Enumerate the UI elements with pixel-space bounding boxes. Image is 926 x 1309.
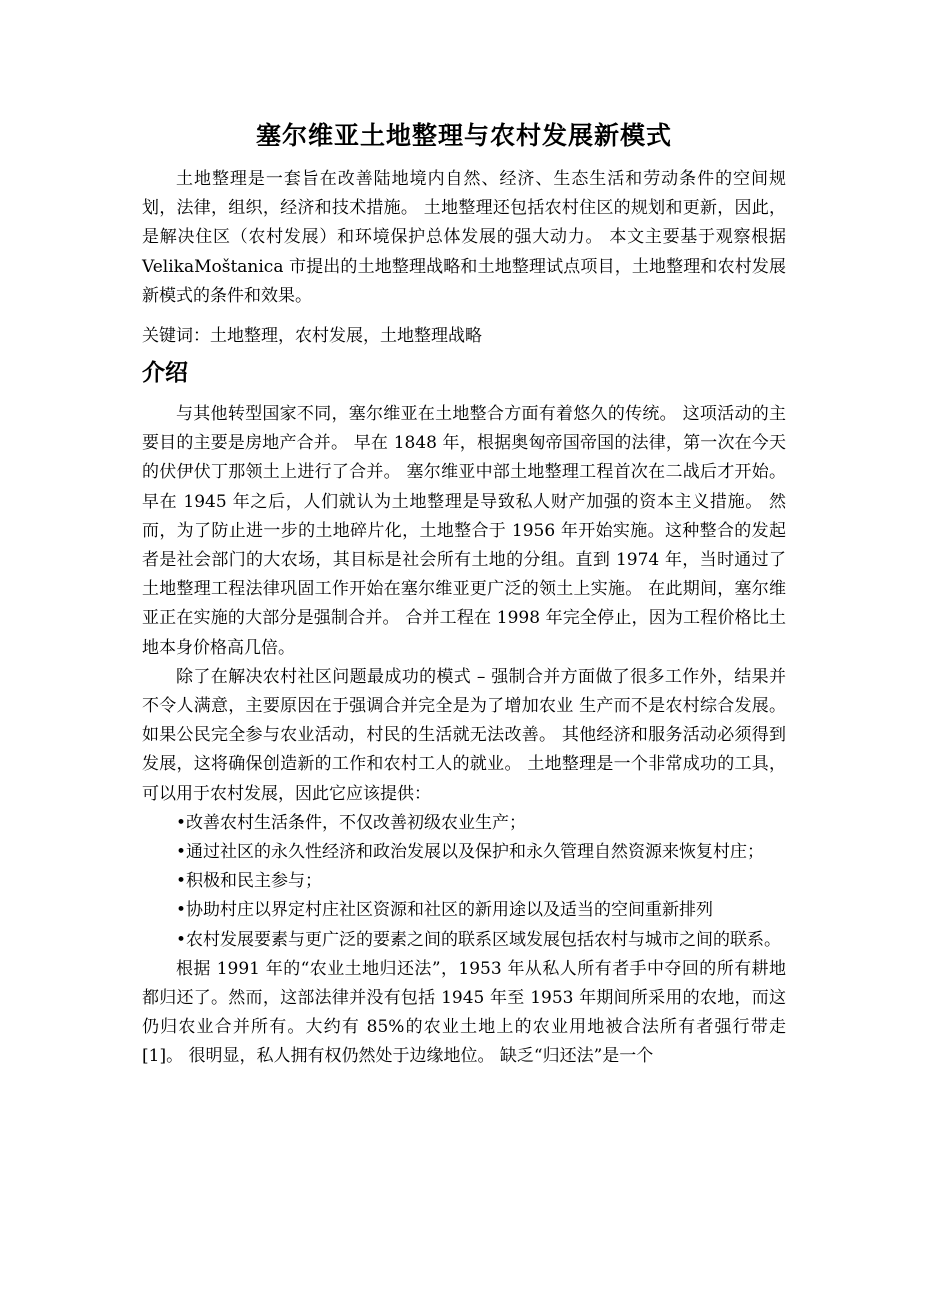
document-title: 塞尔维亚土地整理与农村发展新模式 (255, 121, 672, 150)
body-paragraph: 根据 1991 年的“农业土地归还法”，1953 年从私人所有者手中夺回的所有耕地都归还了。然而，这部法律并没有包括 1945 年至 1953 年期间所采用的农地，而这仍归农业合并所有。大约有 85%的农业土地上的农业用地被合法所有者强行带走[1]。 很明显，私人拥有权仍然处于边缘地位。 缺乏“归还法”是一个 (142, 958, 786, 1067)
bullet-item: •农村发展要素与更广泛的要素之间的联系区域发展包括农村与城市之间的联系。 (176, 929, 782, 950)
abstract-section (142, 165, 786, 311)
introduction-section (142, 358, 786, 388)
body-text (142, 400, 786, 1072)
bullet-item: •通过社区的永久性经济和政治发展以及保护和永久管理自然资源来恢复村庄； (176, 842, 765, 863)
section-heading: 介绍 (142, 360, 188, 386)
bullet-item: •改善农村生活条件，不仅改善初级农业生产； (176, 812, 527, 833)
abstract-paragraph: 土地整理是一套旨在改善陆地境内自然、经济、生态生活和劳动条件的空间规划，法律，组织，经济和技术措施。 土地整理还包括农村住区的规划和更新，因此，是解决住区（农村发展）和环境保护总体发展的强大动力。 本文主要基于观察根据 VelikaMoštanica 市提出的土地整理战略和土地整理试点项目，土地整理和农村发展新模式的条件和效果。 (142, 169, 786, 306)
keywords-line: 关键词：土地整理，农村发展，土地整理战略 (142, 326, 482, 346)
bullet-item: •协助村庄以界定村庄社区资源和社区的新用途以及适当的空间重新排列 (176, 900, 714, 921)
body-paragraph: 除了在解决农村社区问题最成功的模式 – 强制合并方面做了很多工作外，结果并不令人满意，主要原因在于强调合并完全是为了增加农业 生产而不是农村综合发展。 如果公民完全参与农业活动，村民的生活就无法改善。 其他经济和服务活动必须得到发展，这将确保创造新的工作和农村工人的就业。 土地整理是一个非常成功的工具，可以用于农村发展，因此它应该提供： (142, 666, 786, 804)
body-paragraph: 与其他转型国家不同，塞尔维亚在土地整合方面有着悠久的传统。 这项活动的主要目的主要是房地产合并。 早在 1848 年，根据奥匈帝国帝国的法律，第一次在今天的伏伊伏丁那领土上进行了合并。 塞尔维亚中部土地整理工程首次在二战后才开始。 早在 1945 年之后，人们就认为土地整理是导致私人财产加强的资本主义措施。 然而，为了防止进一步的土地碎片化，土地整合于 1956 年开始实施。这种整合的发起者是社会部门的大农场，其目标是社会所有土地的分组。直到 1974 年，当时通过了土地整理工程法律巩固工作开始在塞尔维亚更广泛的领土上实施。 在此期间，塞尔维亚正在实施的大部分是强制合并。 合并工程在 1998 年完全停止，因为工程价格比土地本身价格高几倍。 (142, 404, 786, 658)
bullet-item: •积极和民主参与； (176, 871, 323, 892)
